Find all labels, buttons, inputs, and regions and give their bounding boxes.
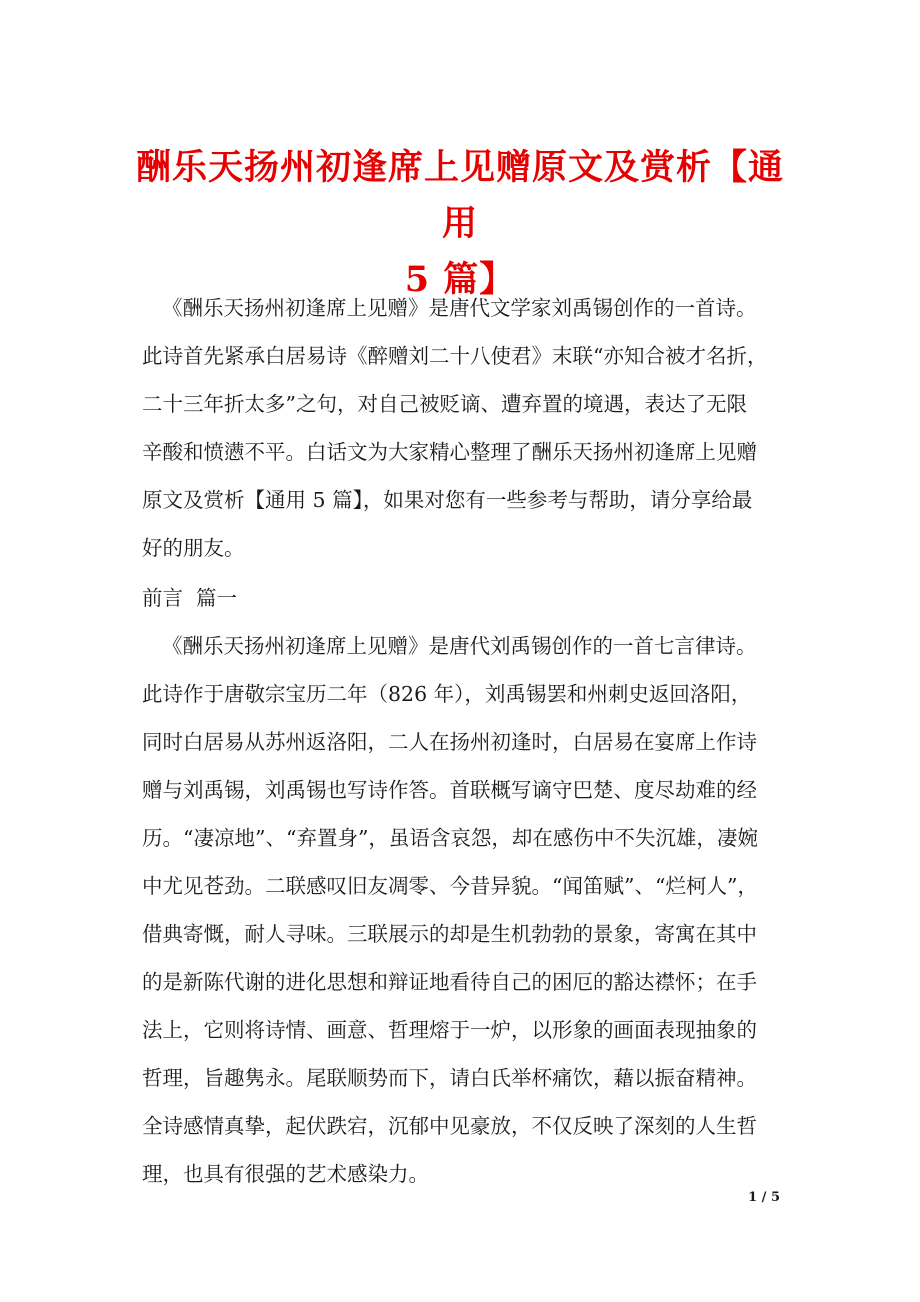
text-line: 二十三年折太多”之句，对自己被贬谪、遭弃置的境遇，表达了无限 xyxy=(142,392,747,416)
paragraph-one xyxy=(142,622,802,1198)
title-line: 酬乐天扬州初逢席上见赠原文及赏析【通用 xyxy=(135,147,784,244)
document-title xyxy=(130,140,790,308)
section-heading-text: 前言 篇一 xyxy=(142,586,238,610)
text-line: 好的朋友。 xyxy=(142,536,245,560)
section-heading xyxy=(142,574,802,622)
text-line: 哲理，旨趣隽永。尾联顺势而下，请白氏举杯痛饮，藉以振奋精神。 xyxy=(142,1066,757,1090)
text-line: 法上，它则将诗情、画意、哲理熔于一炉，以形象的画面表现抽象的 xyxy=(142,1018,757,1042)
text-line: 理，也具有很强的艺术感染力。 xyxy=(142,1162,429,1186)
text-line: 的是新陈代谢的进化思想和辩证地看待自己的困厄的豁达襟怀；在手 xyxy=(142,970,757,994)
text-line: 此诗首先紧承白居易诗《醉赠刘二十八使君》末联“亦知合被才名折， xyxy=(142,344,768,368)
text-line: 同时白居易从苏州返洛阳，二人在扬州初逢时，白居易在宴席上作诗 xyxy=(142,730,757,754)
text-line: 辛酸和愤懑不平。白话文为大家精心整理了酬乐天扬州初逢席上见赠 xyxy=(142,440,757,464)
text-line: 中尤见苍劲。二联感叹旧友凋零、今昔异貌。“闻笛赋”、“烂柯人”， xyxy=(142,874,758,898)
text-line: 历。“凄凉地”、“弃置身”，虽语含哀怨，却在感伤中不失沉雄，凄婉 xyxy=(142,826,758,850)
text-line: 此诗作于唐敬宗宝历二年（826 年），刘禹锡罢和州刺史返回洛阳， xyxy=(142,682,752,706)
text-line: 《酬乐天扬州初逢席上见赠》是唐代刘禹锡创作的一首七言律诗。 xyxy=(162,634,757,658)
intro-paragraph xyxy=(142,284,802,572)
text-line: 全诗感情真挚，起伏跌宕，沉郁中见豪放，不仅反映了深刻的人生哲 xyxy=(142,1114,757,1138)
text-line: 原文及赏析【通用 5 篇】，如果对您有一些参考与帮助，请分享给最 xyxy=(142,488,753,512)
page-number: 1 / 5 xyxy=(748,1190,780,1205)
title-line: 5 篇】 xyxy=(404,259,516,300)
text-line: 《酬乐天扬州初逢席上见赠》是唐代文学家刘禹锡创作的一首诗。 xyxy=(162,296,757,320)
text-line: 借典寄慨，耐人寻味。三联展示的却是生机勃勃的景象，寄寓在其中 xyxy=(142,922,757,946)
text-line: 赠与刘禹锡，刘禹锡也写诗作答。首联概写谪守巴楚、度尽劫难的经 xyxy=(142,778,757,802)
